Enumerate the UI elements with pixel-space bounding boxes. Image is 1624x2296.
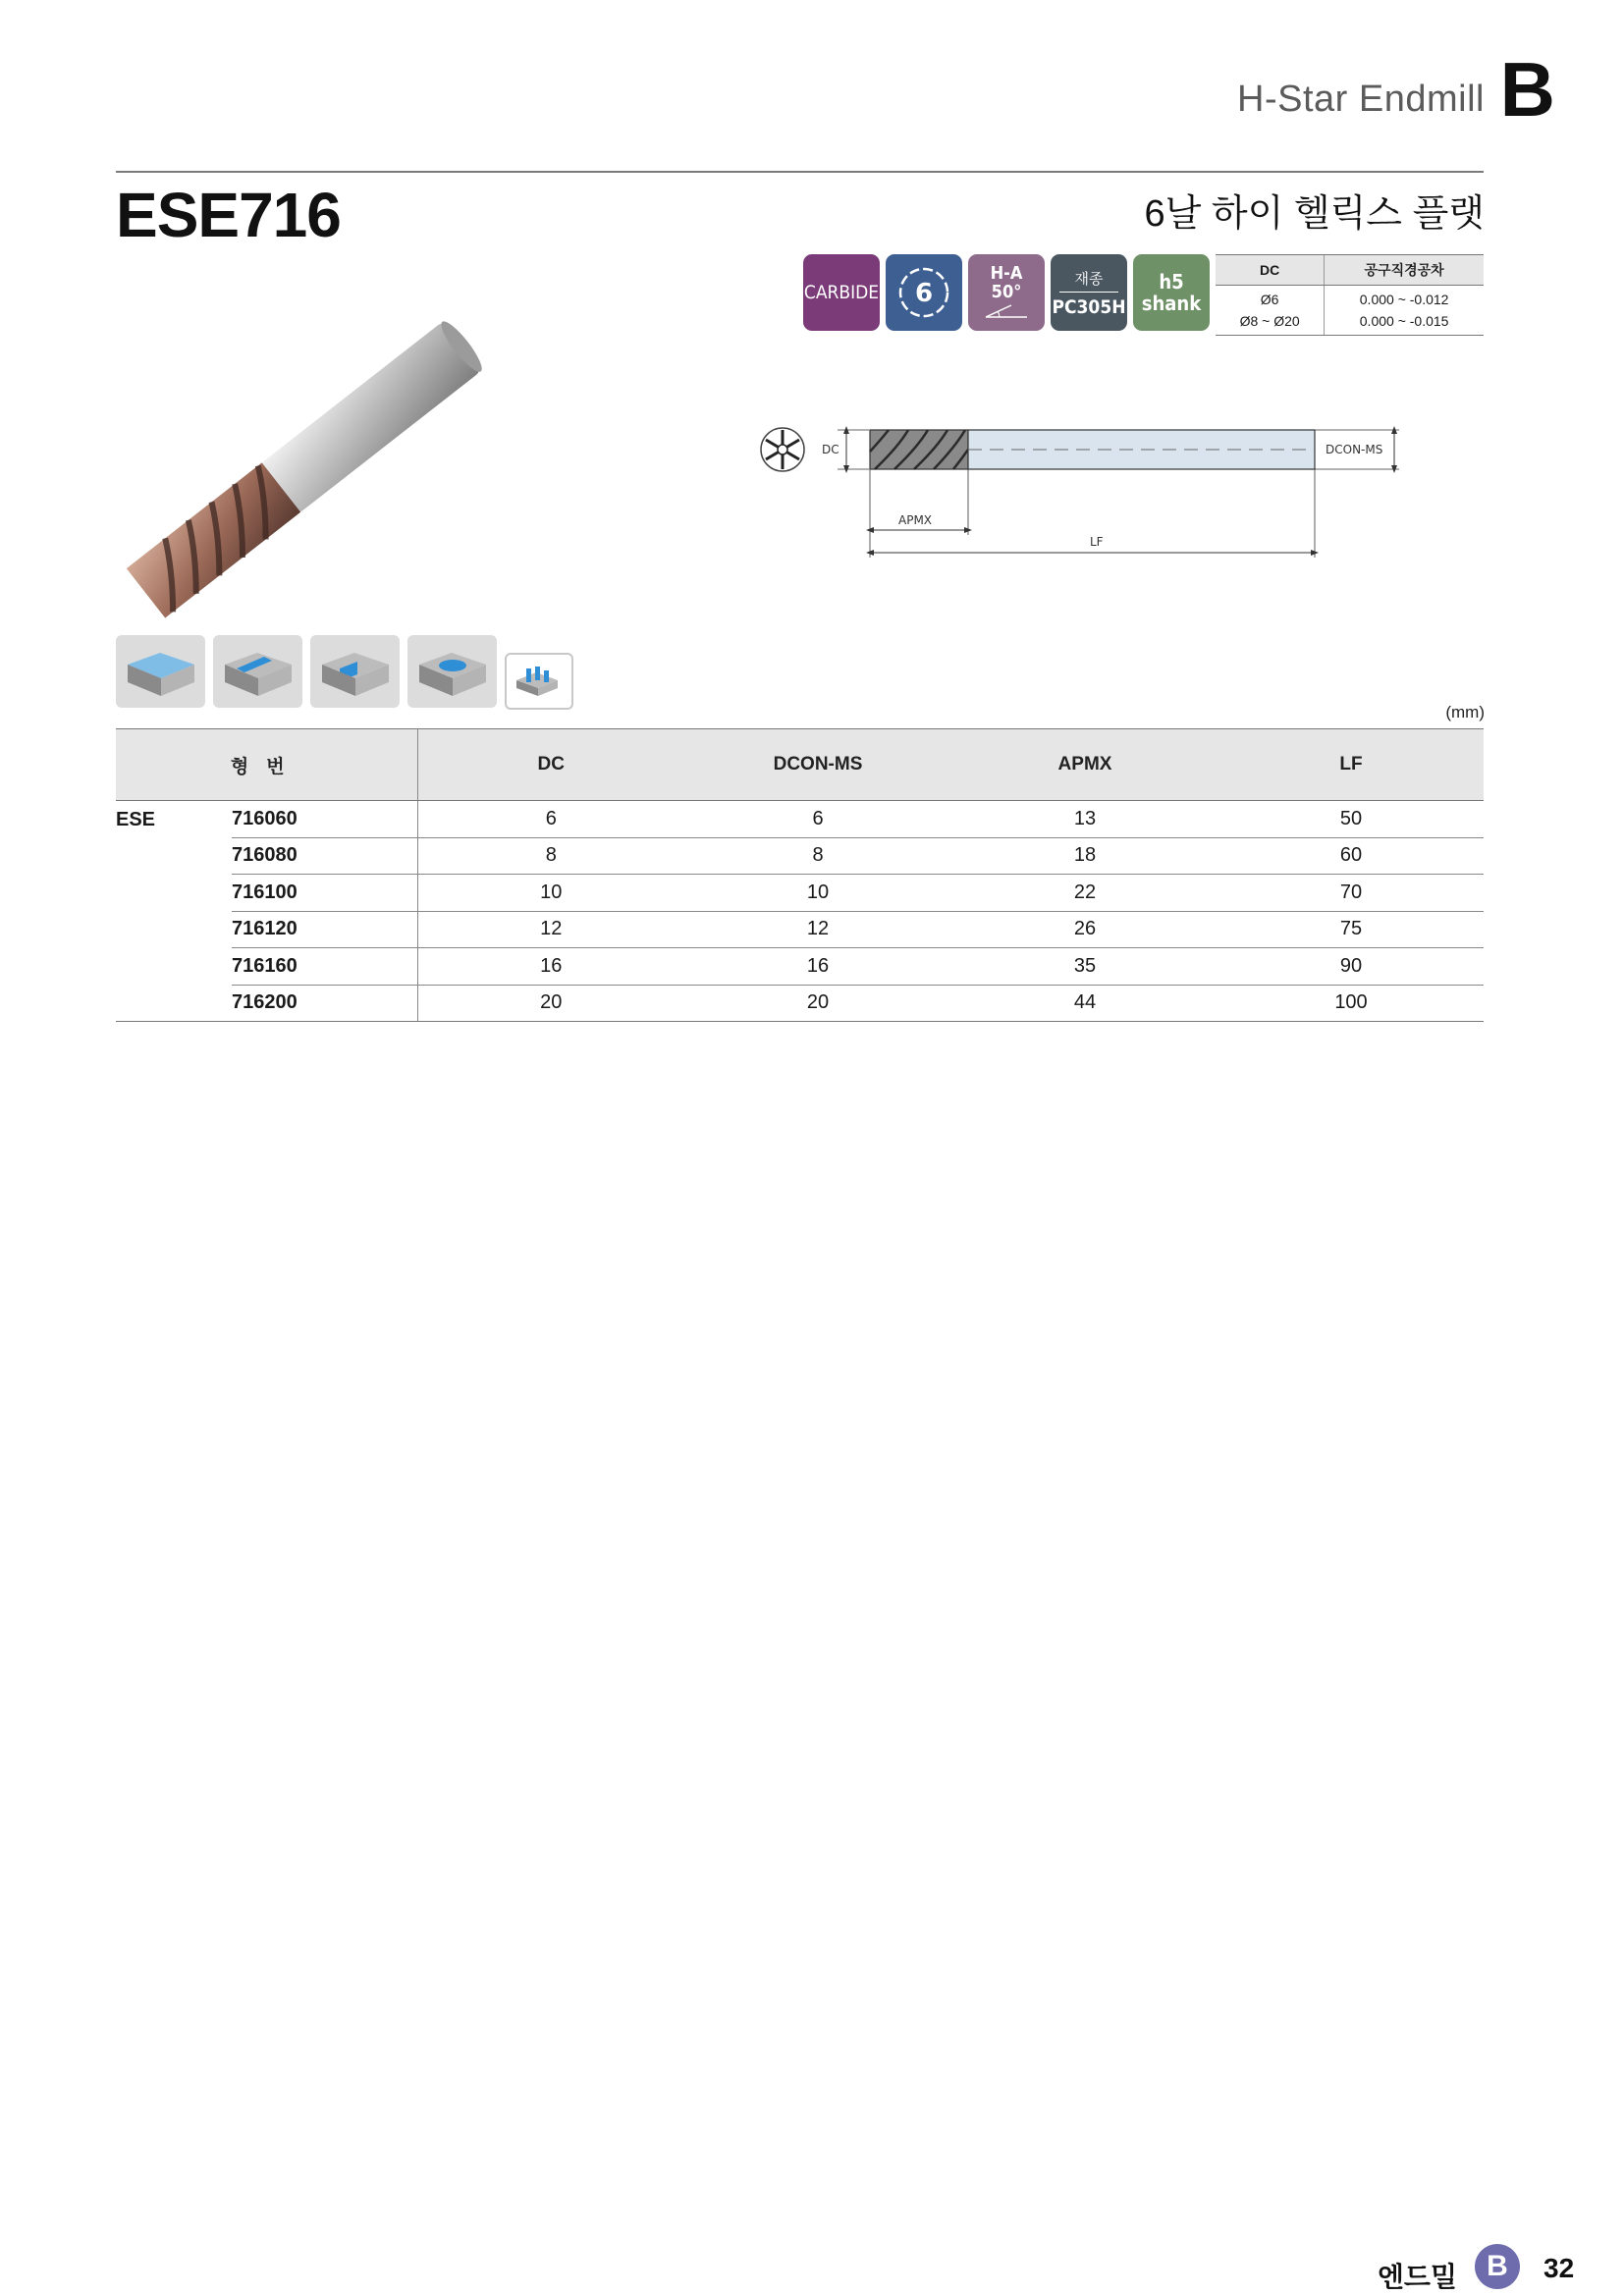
table-row <box>116 948 1484 986</box>
pocketing-icon <box>407 635 497 708</box>
coating-badge <box>1051 254 1127 331</box>
dcon-value: 12 <box>684 911 951 948</box>
lf-value: 100 <box>1218 985 1484 1022</box>
application-icons <box>116 635 573 710</box>
table-row <box>116 911 1484 948</box>
dcon-value: 20 <box>684 985 951 1022</box>
flute-count: 6 <box>914 279 934 308</box>
series-title: H-Star Endmill <box>1237 79 1485 120</box>
dcon-label: DCON-MS <box>1326 443 1383 456</box>
model-code: 716080 <box>232 837 417 875</box>
footer-section-badge: B <box>1475 2244 1520 2289</box>
side-milling-icon <box>310 635 400 708</box>
tolerance-dc: Ø8 ~ Ø20 <box>1216 310 1325 336</box>
header-apmx: APMX <box>951 729 1218 801</box>
lf-value: 50 <box>1218 801 1484 838</box>
lf-value: 90 <box>1218 948 1484 986</box>
table-header <box>116 729 1484 801</box>
series-code: ESE <box>116 801 232 1022</box>
apmx-value: 13 <box>951 801 1218 838</box>
material-label: CARBIDE <box>803 282 880 303</box>
table-row <box>116 837 1484 875</box>
flute-count-badge <box>886 254 962 331</box>
tolerance-dc: Ø6 <box>1260 292 1279 307</box>
shoulder-milling-icon <box>116 635 205 708</box>
model-code: 716060 <box>232 801 417 838</box>
footer-category: 엔드밀 <box>1377 2262 1457 2292</box>
lf-value: 60 <box>1218 837 1484 875</box>
shank-tolerance: h5 <box>1159 270 1184 294</box>
apmx-value: 22 <box>951 875 1218 912</box>
header-dc: DC <box>417 729 684 801</box>
dc-label: DC <box>822 443 839 456</box>
helix-angle: 50° <box>991 282 1022 302</box>
ramping-icon <box>505 653 573 710</box>
dcon-value: 8 <box>684 837 951 875</box>
dc-value: 12 <box>417 911 684 948</box>
section-letter: B <box>1499 46 1555 133</box>
endmill-product-image <box>112 319 505 618</box>
lf-value: 75 <box>1218 911 1484 948</box>
table-row <box>116 875 1484 912</box>
tolerance-header-dc: DC <box>1216 255 1325 286</box>
tolerance-row <box>1216 286 1484 311</box>
end-view-icon <box>761 428 804 471</box>
unit-label: (mm) <box>1445 703 1485 721</box>
header-model-number: 형번 <box>116 729 417 801</box>
specification-table <box>116 728 1484 1022</box>
dc-value: 16 <box>417 948 684 986</box>
dcon-value: 6 <box>684 801 951 838</box>
coating-grade: PC305H <box>1052 295 1126 318</box>
model-code: 716160 <box>232 948 417 986</box>
apmx-value: 44 <box>951 985 1218 1022</box>
dcon-value: 16 <box>684 948 951 986</box>
product-subtitle: 6날 하이 헬릭스 플랫 <box>1144 193 1485 235</box>
tolerance-table <box>1216 254 1484 336</box>
lf-value: 70 <box>1218 875 1484 912</box>
header-lf: LF <box>1218 729 1484 801</box>
model-name: ESE716 <box>116 180 341 250</box>
tolerance-value: 0.000 ~ -0.015 <box>1325 310 1484 336</box>
material-badge <box>803 254 880 331</box>
table-row <box>116 801 1484 838</box>
tolerance-value: 0.000 ~ -0.012 <box>1325 286 1484 311</box>
dimension-drawing <box>751 412 1404 584</box>
lf-label: LF <box>1090 535 1104 549</box>
tolerance-header-tol: 공구직경공차 <box>1325 255 1484 286</box>
header-dcon: DCON-MS <box>684 729 951 801</box>
apmx-value: 35 <box>951 948 1218 986</box>
flute-icon <box>893 262 954 323</box>
slotting-icon <box>213 635 302 708</box>
model-code: 716100 <box>232 875 417 912</box>
helix-label: H-A <box>990 263 1023 285</box>
dc-value: 6 <box>417 801 684 838</box>
dc-value: 8 <box>417 837 684 875</box>
model-code: 716200 <box>232 985 417 1022</box>
apmx-value: 18 <box>951 837 1218 875</box>
table-row <box>116 985 1484 1022</box>
tolerance-row <box>1216 310 1484 336</box>
dc-value: 20 <box>417 985 684 1022</box>
tolerance-header <box>1216 255 1484 286</box>
shank-badge <box>1133 254 1210 331</box>
shank-label: shank <box>1141 292 1202 315</box>
model-code: 716120 <box>232 911 417 948</box>
page-number: 32 <box>1543 2253 1575 2283</box>
coating-label: 재종 <box>1059 268 1118 293</box>
helix-angle-icon <box>982 302 1031 320</box>
dc-value: 10 <box>417 875 684 912</box>
apmx-label: APMX <box>898 513 933 527</box>
apmx-value: 26 <box>951 911 1218 948</box>
dcon-value: 10 <box>684 875 951 912</box>
header-divider <box>116 171 1484 173</box>
helix-angle-badge <box>968 254 1045 331</box>
